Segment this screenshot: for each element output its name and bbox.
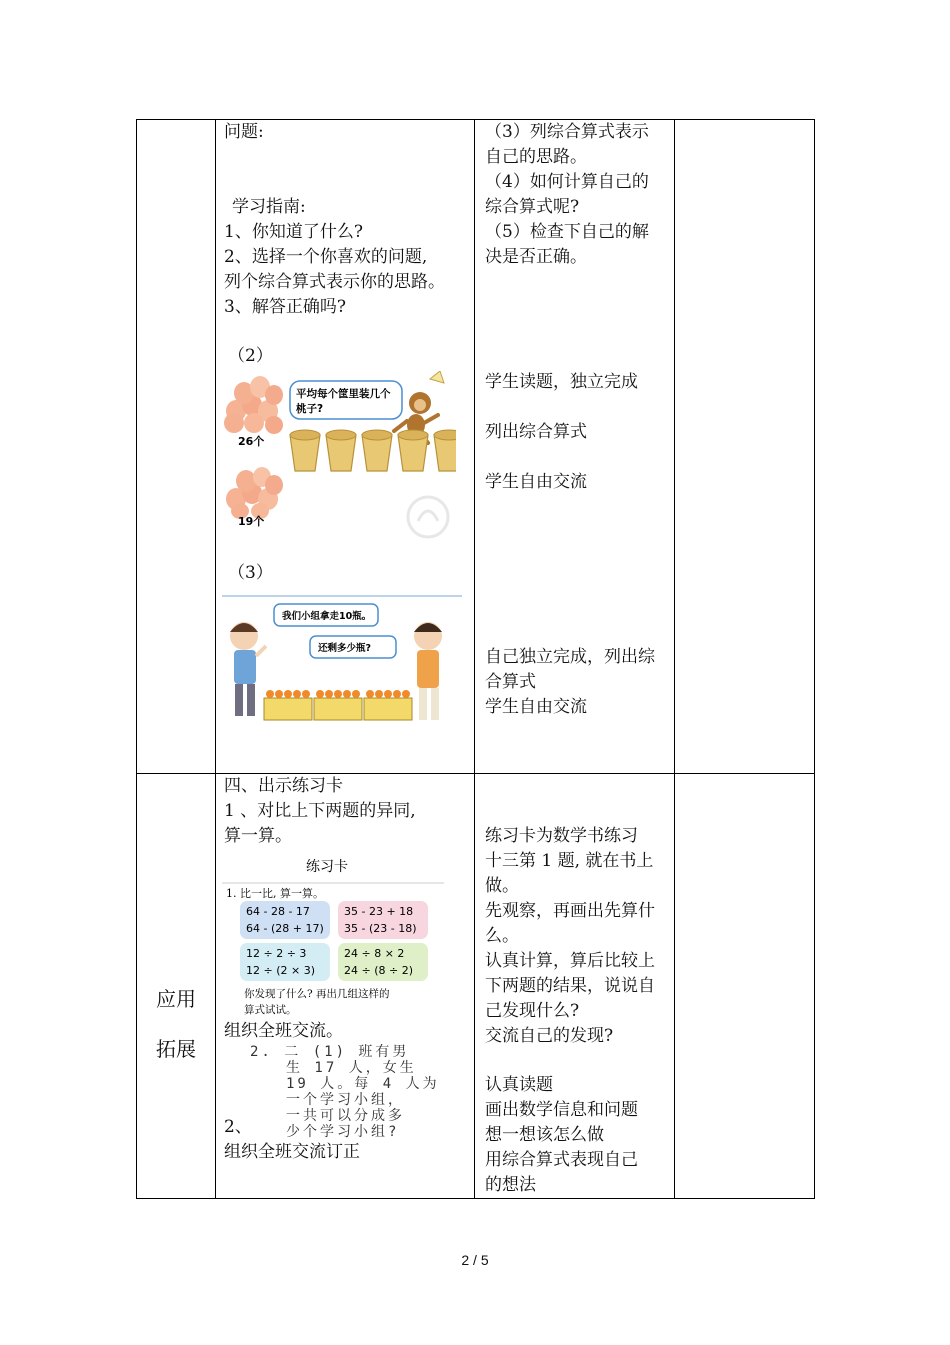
expression: 12 ÷ (2 × 3) (246, 964, 315, 977)
student-text: 先观察，再画出先算什 (485, 901, 655, 921)
peach-count-1: 26个 (238, 435, 265, 448)
expression: 24 ÷ 8 × 2 (344, 947, 405, 960)
bottle-icon (284, 690, 292, 698)
student-text: 自己的思路。 (485, 147, 587, 167)
bottle-box-row (264, 690, 412, 720)
student-text: （3）列综合算式表示 (485, 122, 649, 142)
student-text: 交流自己的发现? (485, 1026, 614, 1046)
bottle-icon (393, 690, 401, 698)
bottle-icon (402, 690, 410, 698)
student-text: 十三第 1 题, 就在书上 (485, 851, 654, 871)
practice-card-figure (222, 853, 444, 1025)
expression: 35 - (23 - 18) (344, 922, 417, 935)
student-text: （4）如何计算自己的 (485, 172, 649, 192)
bubble-text: 平均每个筐里装几个 (296, 388, 391, 400)
activity-text: 2、 (224, 1117, 252, 1137)
student-text: 决是否正确。 (485, 247, 587, 267)
activity-text: 1 、对比上下两题的异同, (224, 801, 416, 821)
section-cell-empty (137, 120, 216, 774)
bottle-box-icon (314, 698, 362, 720)
section-cell (137, 774, 216, 1199)
problem-line: 一个学习小组， (286, 1092, 405, 1108)
bottle-icon (375, 690, 383, 698)
question-2-label: （2） (228, 346, 273, 366)
activity-title: 四、出示练习卡 (224, 776, 343, 796)
teacher-activity-cell (216, 774, 475, 1199)
page-number: 2 / 5 (461, 1252, 489, 1268)
bottle-icon (334, 690, 342, 698)
activity-text: 算一算。 (224, 826, 292, 846)
student-text: 练习卡为数学书练习 (485, 826, 638, 846)
notes-cell-empty (675, 774, 815, 1199)
bottle-box-icon (264, 698, 312, 720)
guide-title: 学习指南: (232, 197, 306, 217)
student-text: 画出数学信息和问题 (485, 1100, 638, 1120)
expression: 64 - (28 + 17) (246, 922, 324, 935)
student-text: 综合算式呢? (485, 197, 580, 217)
peach-count-2: 19个 (238, 515, 265, 528)
problem-line: 2. 二 (1) 班有男 (250, 1044, 410, 1060)
bottle-icon (366, 690, 374, 698)
bottle-icon (316, 690, 324, 698)
student-text: 想一想该怎么做 (485, 1125, 604, 1145)
problem-line: 19 人。每 4 人为 (286, 1076, 440, 1092)
student-text: （5）检查下自己的解 (485, 222, 649, 242)
student-text: 做。 (485, 876, 519, 896)
problem-line: 一共可以分成多 (286, 1108, 405, 1124)
student-text: 认真读题 (485, 1075, 553, 1095)
basket-rim (362, 430, 392, 440)
word-problem-2 (250, 1044, 464, 1140)
guide-item: 2、选择一个你喜欢的问题, (224, 247, 428, 267)
question-3-label: （3） (228, 563, 273, 583)
expression: 24 ÷ (8 ÷ 2) (344, 964, 413, 977)
basket-rim (290, 430, 320, 440)
student-text: 合算式 (485, 672, 536, 692)
notes-cell-empty (675, 120, 815, 774)
guide-item: 3、解答正确吗? (224, 297, 346, 317)
bottle-icon (302, 690, 310, 698)
question-label: 问题: (224, 122, 264, 142)
student-text: 学生自由交流 (485, 472, 587, 492)
student-text: 么。 (485, 926, 519, 946)
activity-text: 组织全班交流订正 (224, 1142, 360, 1162)
bubble-text: 桃子? (296, 403, 324, 415)
section-title: 应用 (156, 987, 196, 1011)
card-title: 练习卡 (306, 859, 348, 875)
bottle-icon (266, 690, 274, 698)
peach-basket-figure (224, 371, 456, 539)
student-text: 的想法 (485, 1175, 536, 1195)
bubble-text: 我们小组拿走10瓶。 (282, 611, 372, 622)
basket-rim (398, 430, 428, 440)
expression: 12 ÷ 2 ÷ 3 (246, 947, 307, 960)
bottle-icon (275, 690, 283, 698)
card-instruction: 1. 比一比, 算一算。 (226, 887, 324, 900)
bottle-icon (352, 690, 360, 698)
student-activity-cell (475, 120, 675, 774)
bubble-text: 还剩多少瓶? (318, 643, 372, 654)
basket-rim (326, 430, 356, 440)
bottle-box-icon (364, 698, 412, 720)
bottle-boxes-figure (222, 594, 462, 734)
guide-item: 列个综合算式表示你的思路。 (224, 272, 445, 292)
expression: 35 - 23 + 18 (344, 905, 414, 918)
student-text: 己发现什么? (485, 1001, 580, 1021)
teacher-activity-cell (216, 120, 475, 774)
card-note: 你发现了什么? 再出几组这样的 (244, 988, 390, 1000)
expression: 64 - 28 - 17 (246, 905, 310, 918)
table-row (137, 774, 815, 1199)
student-activity-cell (475, 774, 675, 1199)
student-text: 用综合算式表现自己 (485, 1150, 638, 1170)
student-text: 列出综合算式 (485, 422, 587, 442)
basket-rim (434, 430, 456, 440)
student-text: 下两题的结果，说说自 (485, 976, 655, 996)
bottle-icon (293, 690, 301, 698)
student-text: 自己独立完成，列出综 (485, 647, 655, 667)
lesson-plan-table (136, 119, 815, 1199)
student-text: 学生自由交流 (485, 697, 587, 717)
card-note: 算式试试。 (244, 1004, 297, 1016)
bottle-icon (325, 690, 333, 698)
bottle-icon (343, 690, 351, 698)
bottle-icon (384, 690, 392, 698)
problem-line: 生 17 人，女生 (286, 1060, 417, 1076)
activity-text: 组织全班交流。 (224, 1021, 343, 1041)
student-text: 认真计算，算后比较上 (485, 951, 655, 971)
section-title: 拓展 (156, 1037, 196, 1061)
guide-item: 1、你知道了什么? (224, 222, 363, 242)
student-text: 学生读题，独立完成 (485, 372, 638, 392)
problem-line: 少个学习小组? (286, 1124, 400, 1140)
table-row (137, 120, 815, 774)
